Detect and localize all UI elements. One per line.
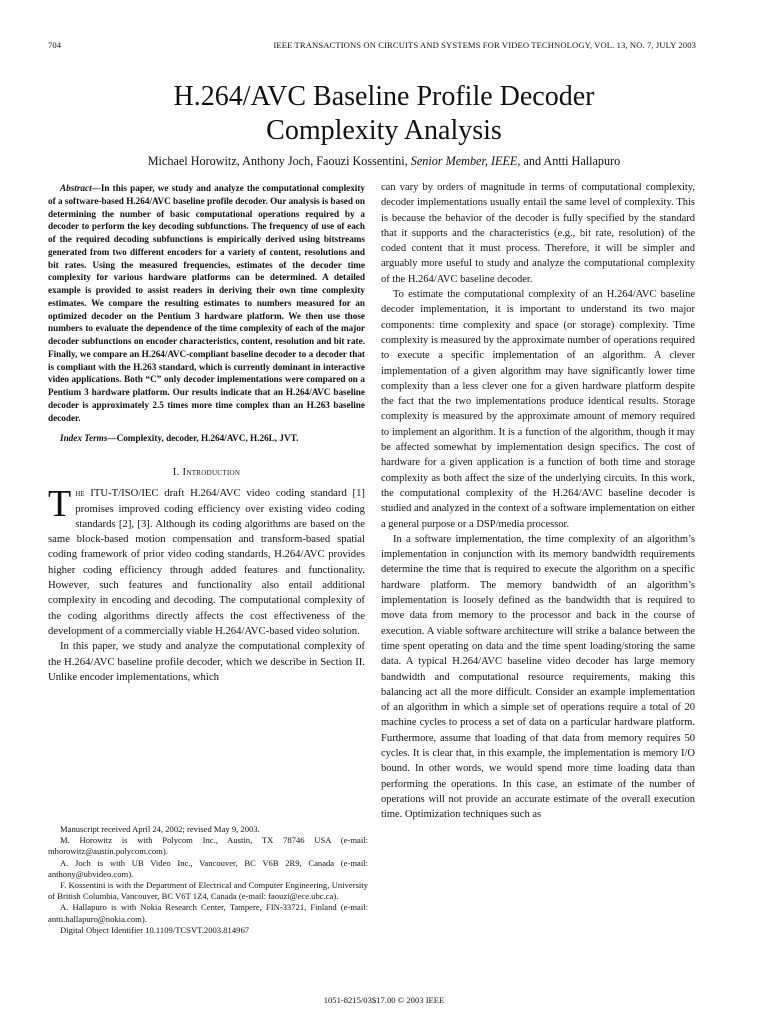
intro-paragraph-1-text: ITU-T/ISO/IEC draft H.264/AVC video coding standard [1] promises improved coding efficiency over existing video coding standards [2], [3]. Although its coding algorithms are based on the same block-based motion compensation and transform-based spatial coding framework of prior video coding standards, H.264/AVC provides higher coding efficiency through added features and functionality. However, such features and functionality also entail additional complexity in encoding and decoding. The computational complexity of the coding algorithms directly affects the cost effectiveness of the development of a commercially viable H.264/AVC-based video solution.: [48, 487, 365, 637]
index-terms: [48, 432, 365, 445]
body-paragraph: can vary by orders of magnitude in terms of computational complexity, decoder implementations usually entail the same level of complexity. This is because the behavior of the decoder is fully specified by the standard that it supports and the characteristics (e.g., bit rate, resolution) of the coded content that it must process. Therefore, it will be simpler and arguably more useful to study and analyze the computational complexity of the H.264/AVC baseline decoder.: [381, 182, 695, 285]
author-affil-title: Senior Member, IEEE: [410, 154, 518, 168]
running-header: IEEE TRANSACTIONS ON CIRCUITS AND SYSTEMS FOR VIDEO TECHNOLOGY, VOL. 13, NO. 7, JULY 2003: [273, 40, 696, 50]
author-tail: , and Antti Hallapuro: [517, 154, 621, 168]
footnote: A. Joch is with UB Video Inc., Vancouver, BC V6B 2R9, Canada (e-mail: anthony@ubvideo.com).: [48, 857, 368, 879]
footnotes: [48, 824, 368, 936]
abstract: [48, 182, 365, 424]
left-column: [48, 182, 365, 685]
intro-first-word: he: [75, 487, 85, 500]
body-paragraph: To estimate the computational complexity of an H.264/AVC baseline decoder implementation, it is important to understand its two major components: time complexity and space (or storage) complexity. Time complexity is measured by the approximate number of operations required to execute a specific implementation of an algorithm. A clever implementation of a given algorithm may have significantly lower time complexity than a less clever one for a given hardware platform despite the fact that the two implementations produce identical results. Storage complexity is measured by the approximate amount of memory required to implement an algorithm. It is a function of the algorithm, though it may be affected somewhat by implementation design specifics. The cost of hardware for a given application is a function of both time and storage complexity as both affect the size of the underlying circuits. In this work, the computational complexity of the H.264/AVC baseline decoder is studied and analyzed in the context of a software implementation on either a general purpose or a DSP/media processor.: [381, 289, 695, 530]
section-numeral: I.: [172, 467, 183, 478]
title-line-2: Complexity Analysis: [266, 115, 502, 146]
drop-cap: T: [48, 483, 72, 526]
footnote: Digital Object Identifier 10.1109/TCSVT.2003.814967: [60, 924, 250, 935]
title-line-1: H.264/AVC Baseline Profile Decoder: [173, 81, 595, 112]
paper-title: [0, 80, 768, 148]
abstract-label: Abstract—: [60, 183, 101, 193]
page-number: 704: [48, 40, 62, 50]
author-list: [0, 154, 768, 169]
section-title: Introduction: [182, 467, 241, 478]
footnote: F. Kossentini is with the Department of Electrical and Computer Engineering, University of British Columbia, Vancouver, BC V6T 1Z4, Canada (e-mail: faouzi@ece.ubc.ca).: [48, 880, 368, 902]
section-heading-introduction: [48, 465, 365, 480]
footnote: A. Hallapuro is with Nokia Research Center, Tampere, FIN-33721, Finland (e-mail: antti.hallapuro@nokia.com).: [48, 902, 368, 924]
intro-paragraph-1: [48, 483, 365, 639]
footnote: M. Horowitz is with Polycom Inc., Austin, TX 78746 USA (e-mail: mhorowitz@austin.polycom.com).: [48, 835, 368, 857]
abstract-text: In this paper, we study and analyze the computational complexity of a software-based H.264/AVC baseline profile decoder. Our analysis is based on determining the number of basic computational operations required by a decoder to perform the key decoding subfunctions. The frequency of use of each of the required decoding subfunctions is empirically derived using bitstreams generated from two different encoders for a variety of content, resolutions and bit rates. Using the measured frequencies, estimates of the decoder time complexity for various hardware platforms can be determined. A detailed example is provided to assist readers in deriving their own time complexity estimates. We compare the resulting estimates to numbers measured for an optimized decoder on the Pentium 3 hardware platform. We then use those numbers to evaluate the dependence of the time complexity of each of the major decoder subfunctions on encoder characteristics, content, resolution and bit rate. Finally, we compare an H.264/AVC-compliant baseline decoder to a decoder that is compliant with the H.263 standard, which is currently dominant in interactive video applications. Both “C” only decoder implementations were compared on a Pentium 3 hardware platform. Our results indicate that an H.264/AVC baseline decoder is approximately 2.5 times more time complex than an H.263 baseline decoder.: [48, 183, 365, 423]
index-terms-text: —Complexity, decoder, H.264/AVC, H.26L, JVT.: [107, 433, 299, 444]
footnote: Manuscript received April 24, 2002; revised May 9, 2003.: [60, 824, 260, 834]
right-column: [381, 180, 695, 822]
intro-paragraph-2: In this paper, we study and analyze the computational complexity of the H.264/AVC baseline profile decoder, which we describe in Section II. Unlike encoder implementations, which: [48, 640, 365, 683]
body-paragraph: In a software implementation, the time complexity of an algorithm’s implementation in conjunction with its memory bandwidth requirements determine the time that is required to execute the algorithm on a specific hardware platform. The memory bandwidth of an algorithm’s implementation is loosely defined as the bandwidth that is required to move data from memory to the processor and back in the course of execution. A viable software architecture will strike a balance between the time spent operating on data and the time spent loading/storing the same data. A typical H.264/AVC baseline video decoder has large memory bandwidth and computational resource requirements, making this balancing act all the more difficult. Consider an example implementation of an algorithm in which a simple set of operations require a total of 20 machine cycles to process a set of data on a particular hardware platform. Furthermore, assume that loading of that data from memory requires 50 cycles. It is clear that, in this example, the implementation is memory I/O bound. In other words, we would spend more time loading data than performing the operations. In this case, an estimate of the number of operations will not provide an accurate estimate of the overall execution time. Optimization techniques such as: [381, 533, 695, 821]
index-terms-label: Index Terms: [60, 433, 108, 444]
author-names: Michael Horowitz, Anthony Joch, Faouzi Kossentini,: [147, 154, 411, 168]
copyright-footer: 1051-8215/03$17.00 © 2003 IEEE: [323, 995, 445, 1005]
